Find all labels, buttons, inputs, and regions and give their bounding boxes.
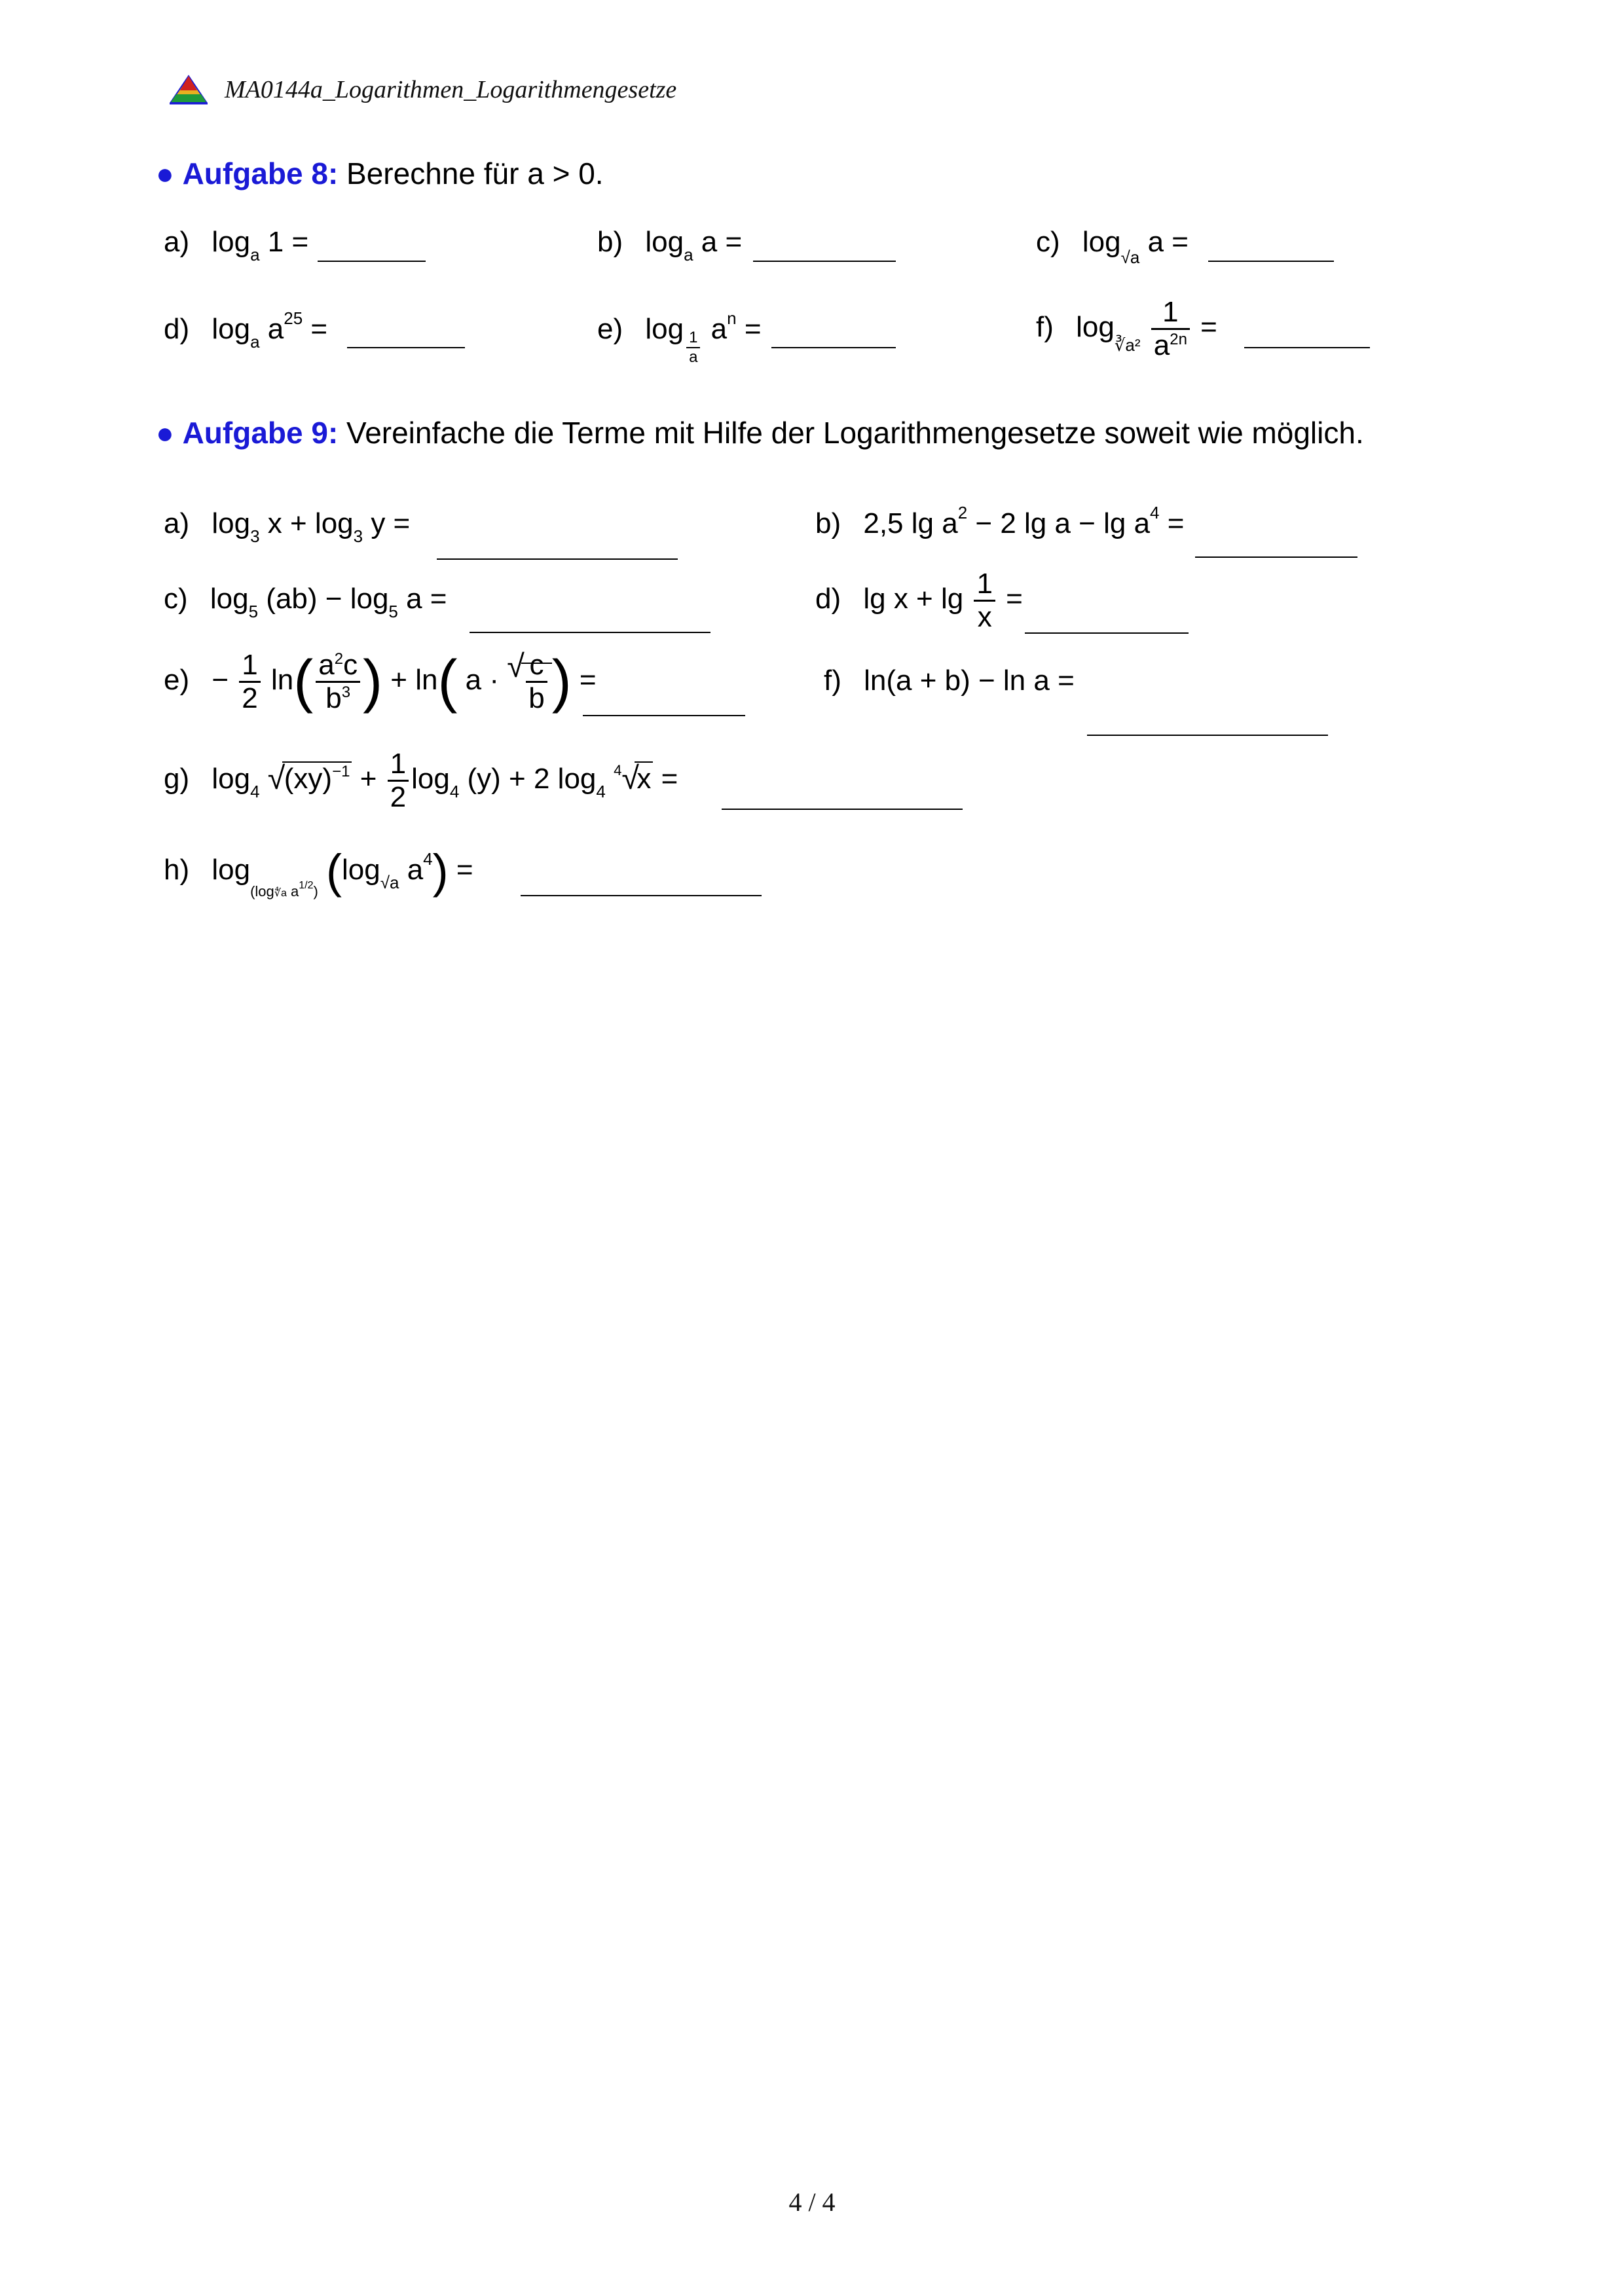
answer-blank-9c[interactable] xyxy=(470,632,710,633)
document-title: MA0144a_Logarithmen_Logarithmengesetze xyxy=(225,76,677,103)
task-9g xyxy=(164,750,678,812)
item-label: b) xyxy=(597,226,623,258)
task-8f xyxy=(1036,298,1217,360)
expression: log $\frac{1}{a}$ $a^n$ = xyxy=(645,308,762,367)
task-9f xyxy=(824,665,1075,697)
expression: − $\frac{1}{2}$ ln( $\frac{a^2c}{b^3}$ ) + ln( a · √ $\frac{c}{b}$ ) = xyxy=(212,664,596,696)
task-9-label: Aufgabe 9: xyxy=(182,416,339,450)
answer-blank-8f[interactable] xyxy=(1244,347,1370,348)
task-9-heading xyxy=(156,412,1449,453)
item-label: e) xyxy=(597,313,623,345)
expression: $\log_4$ √ (xy)$^{-1}$ + $\frac{1}{2}$ $\log_4 (y) + 2$ $\log_4 ^4√$ x = xyxy=(212,763,678,795)
mountain-logo-icon xyxy=(167,73,210,106)
expression: $\log_5 (ab) - \log_5 a$ = xyxy=(210,583,447,621)
page-number: 4 / 4 xyxy=(788,2187,836,2217)
item-label: a) xyxy=(164,226,190,258)
task-9d xyxy=(815,570,1023,632)
expression: lg x + lg $\frac{1}{x}$ = xyxy=(863,568,1023,633)
task-9c xyxy=(164,583,447,621)
item-label: c) xyxy=(1036,226,1060,258)
task-8-label: Aufgabe 8: xyxy=(182,156,339,191)
item-label: b) xyxy=(815,507,841,539)
answer-blank-8e[interactable] xyxy=(771,347,896,348)
answer-blank-9d[interactable] xyxy=(1025,632,1189,634)
task-8a xyxy=(164,226,309,264)
item-label: a) xyxy=(164,507,190,539)
task-9b xyxy=(815,503,1185,540)
item-label: d) xyxy=(815,583,841,615)
page-header xyxy=(167,73,676,106)
expression: $\log_a a$ = xyxy=(645,226,743,264)
item-label: e) xyxy=(164,664,190,697)
task-8c xyxy=(1036,226,1189,267)
answer-blank-9h[interactable] xyxy=(521,895,762,896)
item-label: h) xyxy=(164,853,190,886)
task-9h xyxy=(164,845,473,898)
task-8-heading xyxy=(156,156,604,191)
answer-blank-9a[interactable] xyxy=(437,558,678,560)
task-9-instruction: Vereinfache die Terme mit Hilfe der Logarithmengesetze soweit wie möglich. xyxy=(346,416,1364,450)
expression: $\log_a a^{25}$ = xyxy=(212,308,328,352)
answer-blank-9g[interactable] xyxy=(722,809,963,810)
answer-blank-9f[interactable] xyxy=(1087,735,1328,736)
bullet-icon: ● xyxy=(156,416,174,450)
task-8d xyxy=(164,308,328,352)
item-label: g) xyxy=(164,763,190,795)
expression: $\log_a 1$ = xyxy=(212,226,309,264)
item-label: d) xyxy=(164,313,190,345)
expression: 2,5 $\lg a^2 - 2$ $\lg a - \lg a^4$ = xyxy=(863,503,1185,539)
answer-blank-8c[interactable] xyxy=(1208,261,1334,262)
item-label: c) xyxy=(164,583,188,615)
expression: $\log_{(log∜a a^{1/2})} (\log_{√a}$ $a^4$) = xyxy=(212,845,473,900)
expression: $\log_{∛a^2}$ $\frac{1}{a^{2n}}$ = xyxy=(1076,296,1217,361)
answer-blank-9e[interactable] xyxy=(583,715,745,716)
task-9a xyxy=(164,507,411,546)
answer-blank-8b[interactable] xyxy=(753,261,896,262)
answer-blank-8a[interactable] xyxy=(318,261,426,262)
task-8b xyxy=(597,226,743,264)
expression: $\log_3 x + \log_3 y$ = xyxy=(212,507,411,546)
bullet-icon: ● xyxy=(156,156,174,191)
task-9e xyxy=(164,648,597,716)
item-label: f) xyxy=(824,665,841,697)
answer-blank-9b[interactable] xyxy=(1195,556,1357,558)
task-8-instruction: Berechne für a > 0. xyxy=(346,156,604,191)
expression: ln(a + b) − ln a = xyxy=(864,665,1075,697)
task-8e xyxy=(597,308,762,367)
answer-blank-8d[interactable] xyxy=(347,347,465,348)
item-label: f) xyxy=(1036,311,1054,344)
expression: $\log_{√a} a$ = xyxy=(1082,226,1189,267)
